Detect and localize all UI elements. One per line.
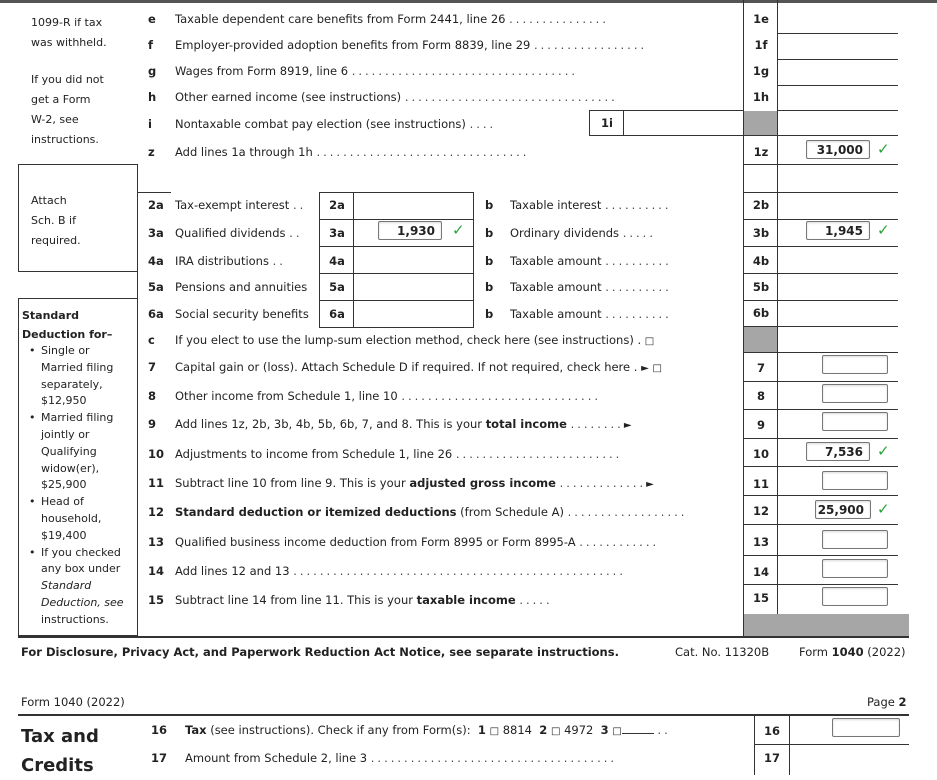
box-label-2a: 2a: [329, 198, 345, 212]
line-16: 16 Tax (see instructions). Check if any from Form(s): 1 □ 8814 2 □ 4972 3 □ ..: [151, 723, 671, 737]
std-deduction-title: Standard Deduction for–: [22, 309, 113, 341]
amount-8[interactable]: [822, 384, 888, 403]
line-1i: i Nontaxable combat pay election (see instructions) ....: [148, 117, 497, 131]
amount-13[interactable]: [822, 530, 888, 549]
box-label-8: 8: [756, 389, 765, 403]
check-icon: ✓: [877, 442, 890, 460]
line-15: 15 Subtract line 14 from line 11. This is your taxable income .....: [148, 593, 553, 607]
line-2a: 2a Tax-exempt interest ..: [148, 198, 307, 212]
input-4a[interactable]: [354, 247, 473, 273]
section-tax-credits-title: Tax and Credits: [21, 726, 99, 776]
line-1f: f Employer-provided adoption benefits from Form 8839, line 29 .................: [148, 38, 648, 52]
box-label-3b: 3b: [752, 226, 770, 240]
line-4a: 4a IRA distributions ..: [148, 254, 286, 268]
check-icon: ✓: [877, 500, 890, 518]
line-11: 11 Subtract line 10 from line 9. This is your adjusted gross income .............►: [148, 476, 654, 490]
shade-bottom: [744, 614, 909, 636]
box-label-6b: 6b: [752, 306, 770, 320]
box-label-6a: 6a: [329, 307, 345, 321]
bullet-checked: •: [29, 546, 36, 559]
amount-12[interactable]: 25,900: [815, 500, 871, 519]
top-rule: [0, 0, 937, 3]
line-1e: e Taxable dependent care benefits from Form 2441, line 26 ...............: [148, 12, 609, 26]
line-13: 13 Qualified business income deduction from Form 8995 or Form 8995-A ............: [148, 535, 660, 549]
checkbox-4972[interactable]: □: [550, 726, 561, 737]
input-2a[interactable]: [354, 193, 473, 219]
box-label-3a: 3a: [329, 226, 345, 240]
checkbox-7[interactable]: □: [652, 363, 662, 374]
checkbox-8814[interactable]: □: [489, 726, 500, 737]
amount-10[interactable]: 7,536: [806, 442, 870, 461]
line-5a: 5a Pensions and annuities: [148, 280, 308, 294]
box-label-5a: 5a: [329, 280, 345, 294]
sidebar-schb-note: Attach Sch. B if required.: [31, 194, 81, 247]
box-label-4b: 4b: [752, 254, 770, 268]
shade-1i: [744, 111, 777, 135]
box-label-1h: 1h: [752, 90, 770, 104]
arrow-icon: ►: [646, 479, 654, 490]
box-label-1e: 1e: [753, 12, 769, 26]
line-3b: b Ordinary dividends .....: [485, 226, 656, 240]
line-1h: h Other earned income (see instructions) ................................: [148, 90, 618, 104]
box-label-4a: 4a: [329, 254, 345, 268]
page2-form-label: Form 1040 (2022): [21, 695, 125, 709]
amount-7[interactable]: [822, 355, 888, 374]
bullet-hoh: •: [29, 495, 36, 508]
amount-9[interactable]: [822, 412, 888, 431]
line-9: 9 Add lines 1z, 2b, 3b, 4b, 5b, 6b, 7, and 8. This is your total income ........►: [148, 417, 632, 431]
box-label-15: 15: [752, 591, 769, 605]
box-label-11: 11: [752, 477, 769, 491]
line-4b: b Taxable amount ..........: [485, 254, 672, 268]
amount-14[interactable]: [822, 559, 888, 578]
checkbox-6c[interactable]: □: [644, 336, 655, 347]
bullet-mfj: •: [29, 411, 36, 424]
box-label-5b: 5b: [752, 280, 770, 294]
line-6c: c If you elect to use the lump-sum election method, check here (see instructions) . □: [148, 333, 655, 347]
box-label-1z: 1z: [753, 145, 769, 159]
box-label-12: 12: [752, 504, 769, 518]
bullet-single: •: [29, 344, 36, 357]
line-8: 8 Other income from Schedule 1, line 10 ..............................: [148, 389, 602, 403]
other-form-field[interactable]: [622, 723, 654, 734]
box-label-13: 13: [752, 535, 769, 549]
arrow-icon: ►: [623, 420, 632, 431]
line-6b: b Taxable amount ..........: [485, 307, 672, 321]
line-14: 14 Add lines 12 and 13 ..................................................: [148, 564, 626, 578]
box-label-1i: 1i: [601, 116, 613, 130]
box-label-14: 14: [752, 565, 769, 579]
std-deduction-list: Single or Married filing separately, $12,950 Married filing jointly or Qualifying widow(er), $25,900 Head of household, $19,400 If you checked any box under Standard Deduction, see instructions.: [41, 344, 124, 626]
box-label-10: 10: [752, 447, 769, 461]
check-icon: ✓: [452, 221, 465, 239]
sidebar-no-w2-note: If you did not get a Form W-2, see instructions.: [31, 73, 104, 146]
line-2b: b Taxable interest ..........: [485, 198, 672, 212]
amount-3a[interactable]: 1,930: [378, 221, 442, 240]
arrow-icon: ►: [641, 363, 649, 374]
cat-number: Cat. No. 11320B: [675, 645, 770, 659]
main-left-border: [137, 164, 138, 636]
line-17: 17 Amount from Schedule 2, line 3 .....................................: [151, 751, 618, 765]
amount-15[interactable]: [822, 587, 888, 606]
page2-page-label: Page 2: [867, 695, 907, 709]
page2-top-rule: [18, 714, 909, 716]
check-icon: ✓: [877, 221, 890, 239]
line-6a: 6a Social security benefits: [148, 307, 309, 321]
check-icon: ✓: [877, 140, 890, 158]
amount-16[interactable]: [832, 718, 900, 737]
line-12: 12 Standard deduction or itemized deductions (from Schedule A) ..................: [148, 505, 688, 519]
box-label-7: 7: [756, 361, 765, 375]
line-1z: z Add lines 1a through 1h ................................: [148, 145, 530, 159]
disclosure-notice: For Disclosure, Privacy Act, and Paperwork Reduction Act Notice, see separate instructions.: [21, 645, 619, 659]
amount-3b[interactable]: 1,945: [806, 221, 870, 240]
box-label-17: 17: [763, 751, 780, 765]
box-label-1g: 1g: [752, 64, 770, 78]
amount-1z[interactable]: 31,000: [806, 140, 870, 159]
form-id-footer: Form 1040 (2022): [799, 645, 906, 659]
box-label-2b: 2b: [752, 198, 770, 212]
input-5a[interactable]: [354, 274, 473, 300]
line-3a: 3a Qualified dividends ..: [148, 226, 303, 240]
amount-11[interactable]: [822, 471, 888, 490]
checkbox-other[interactable]: □: [612, 726, 622, 737]
line-7: 7 Capital gain or (loss). Attach Schedule D if required. If not required, check here . ► □: [148, 360, 662, 374]
box-label-16: 16: [763, 724, 780, 738]
line-5b: b Taxable amount ..........: [485, 280, 672, 294]
sidebar-withheld-note: 1099-R if tax was withheld.: [31, 16, 107, 49]
box-label-1f: 1f: [754, 38, 768, 52]
box-label-9: 9: [756, 418, 765, 432]
page1-bottom-rule: [18, 636, 909, 638]
line-10: 10 Adjustments to income from Schedule 1, line 26 .........................: [148, 447, 623, 461]
input-1i[interactable]: [624, 111, 743, 135]
shade-6c: [744, 326, 777, 352]
line-1g: g Wages from Form 8919, line 6 ..................................: [148, 64, 579, 78]
input-6a[interactable]: [354, 301, 473, 327]
